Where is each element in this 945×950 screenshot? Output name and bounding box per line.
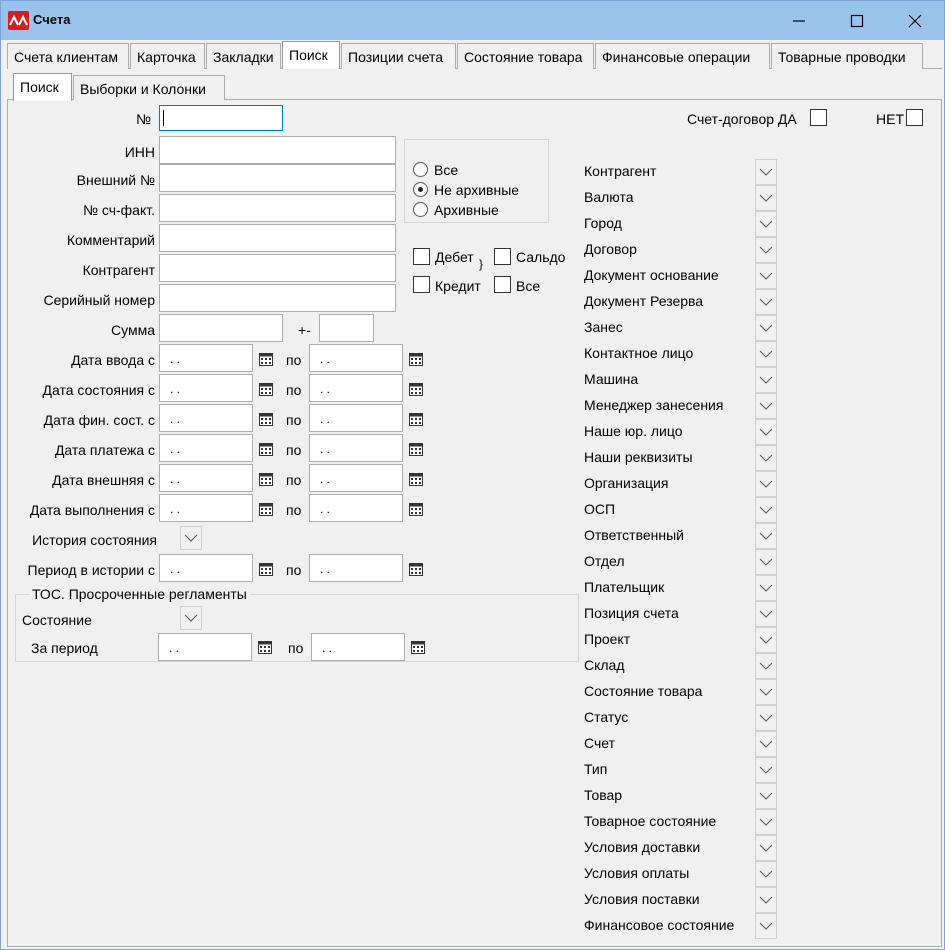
chevron-down-icon bbox=[759, 272, 773, 280]
filter-row bbox=[579, 835, 779, 861]
chevron-down-icon bbox=[759, 714, 773, 722]
credit-checkbox[interactable] bbox=[413, 276, 430, 293]
date-to-input[interactable]: . . bbox=[309, 404, 403, 432]
filter-dropdown[interactable] bbox=[755, 705, 777, 731]
tab-search[interactable]: Поиск bbox=[282, 41, 340, 69]
chevron-down-icon bbox=[759, 636, 773, 644]
filter-dropdown[interactable] bbox=[755, 393, 777, 419]
tab-financial-operations[interactable]: Финансовые операции bbox=[595, 43, 770, 69]
filter-row bbox=[579, 185, 779, 211]
date-to-input[interactable]: . . bbox=[309, 434, 403, 462]
filter-label: Город bbox=[584, 215, 622, 231]
filter-dropdown[interactable] bbox=[755, 549, 777, 575]
chevron-down-icon bbox=[759, 922, 773, 930]
app-logo-icon bbox=[8, 11, 29, 30]
radio-not-archived[interactable] bbox=[413, 182, 428, 197]
filter-dropdown[interactable] bbox=[755, 445, 777, 471]
filter-dropdown[interactable] bbox=[755, 263, 777, 289]
calendar-icon[interactable] bbox=[258, 351, 274, 367]
calendar-icon[interactable] bbox=[408, 471, 424, 487]
comment-input[interactable] bbox=[159, 224, 396, 252]
history-label: История состояния bbox=[32, 532, 157, 548]
filter-row bbox=[579, 601, 779, 627]
chevron-down-icon bbox=[184, 614, 198, 622]
debit-checkbox[interactable] bbox=[413, 248, 430, 265]
filter-row bbox=[579, 341, 779, 367]
date-row-label: Дата состояния с bbox=[42, 382, 155, 398]
number-label: № bbox=[136, 111, 152, 127]
external-number-label: Внешний № bbox=[76, 172, 155, 188]
tos-period-label: За период bbox=[31, 640, 98, 656]
tab-card[interactable]: Карточка bbox=[130, 43, 205, 69]
tos-to-label: по bbox=[288, 640, 304, 656]
filter-dropdown[interactable] bbox=[755, 289, 777, 315]
invoice-number-label: № сч-факт. bbox=[82, 202, 155, 218]
filter-label: Машина bbox=[584, 371, 639, 387]
chevron-down-icon bbox=[759, 480, 773, 488]
chevron-down-icon bbox=[759, 688, 773, 696]
chevron-down-icon bbox=[759, 558, 773, 566]
date-row-label: Дата выполнения с bbox=[29, 502, 155, 518]
filter-list bbox=[579, 159, 779, 939]
calendar-icon[interactable] bbox=[258, 441, 274, 457]
radio-archived-label: Архивные bbox=[434, 202, 499, 218]
filter-dropdown[interactable] bbox=[755, 653, 777, 679]
history-to-label: по bbox=[286, 562, 302, 578]
filter-label: Проект bbox=[584, 631, 631, 647]
contract-yes-label: Счет-договор ДА bbox=[687, 111, 797, 127]
calendar-icon[interactable] bbox=[410, 639, 426, 655]
chevron-down-icon bbox=[759, 350, 773, 358]
chevron-down-icon bbox=[184, 534, 198, 542]
filter-dropdown[interactable] bbox=[755, 757, 777, 783]
maximize-icon bbox=[850, 14, 864, 28]
date-row-label: Дата ввода с bbox=[71, 352, 155, 368]
filter-label: Товарное состояние bbox=[584, 813, 717, 829]
filter-label: Контактное лицо bbox=[584, 345, 694, 361]
calendar-icon[interactable] bbox=[258, 411, 274, 427]
filter-row bbox=[579, 497, 779, 523]
counterparty-input[interactable] bbox=[159, 254, 396, 282]
history-dropdown[interactable] bbox=[180, 526, 202, 550]
chevron-down-icon bbox=[759, 818, 773, 826]
filter-row bbox=[579, 887, 779, 913]
filter-dropdown[interactable] bbox=[755, 315, 777, 341]
filter-label: Организация bbox=[584, 475, 669, 491]
balance-checkbox[interactable] bbox=[494, 248, 511, 265]
search-panel bbox=[7, 99, 942, 947]
title-bar[interactable] bbox=[1, 1, 944, 40]
history-period-label: Период в истории с bbox=[27, 562, 155, 578]
history-to-input[interactable]: . . bbox=[309, 554, 403, 582]
filter-dropdown[interactable] bbox=[755, 575, 777, 601]
chevron-down-icon bbox=[759, 844, 773, 852]
filter-dropdown[interactable] bbox=[755, 159, 777, 185]
radio-not-archived-label: Не архивные bbox=[434, 182, 520, 198]
brace-label: } bbox=[479, 257, 484, 271]
filter-dropdown[interactable] bbox=[755, 367, 777, 393]
serial-number-input[interactable] bbox=[159, 284, 396, 312]
radio-archived[interactable] bbox=[413, 202, 428, 217]
calendar-icon[interactable] bbox=[258, 501, 274, 517]
date-to-label: по bbox=[286, 472, 302, 488]
filter-label: Счет bbox=[584, 735, 615, 751]
sum-label: Сумма bbox=[111, 322, 155, 338]
contract-no-label: НЕТ bbox=[876, 111, 904, 127]
filter-dropdown[interactable] bbox=[755, 887, 777, 913]
calendar-icon[interactable] bbox=[257, 639, 273, 655]
date-to-input[interactable]: . . bbox=[309, 494, 403, 522]
chevron-down-icon bbox=[759, 168, 773, 176]
date-row-label: Дата внешняя с bbox=[52, 472, 155, 488]
radio-all-label: Все bbox=[434, 162, 459, 178]
date-from-input[interactable]: . . bbox=[159, 494, 253, 522]
filter-row bbox=[579, 627, 779, 653]
chevron-down-icon bbox=[759, 506, 773, 514]
tos-to-input[interactable]: . . bbox=[311, 633, 405, 661]
filter-row bbox=[579, 913, 779, 939]
calendar-icon[interactable] bbox=[258, 381, 274, 397]
chevron-down-icon bbox=[759, 870, 773, 878]
filter-row bbox=[579, 679, 779, 705]
chevron-down-icon bbox=[759, 740, 773, 748]
date-to-label: по bbox=[286, 382, 302, 398]
filter-row bbox=[579, 705, 779, 731]
filter-row bbox=[579, 263, 779, 289]
date-to-input[interactable]: . . bbox=[309, 464, 403, 492]
filter-row bbox=[579, 315, 779, 341]
inn-input[interactable] bbox=[159, 136, 396, 164]
window-title: Счета bbox=[33, 12, 71, 27]
chevron-down-icon bbox=[759, 376, 773, 384]
sum-input[interactable] bbox=[159, 314, 283, 342]
chevron-down-icon bbox=[759, 324, 773, 332]
filter-label: Позиция счета bbox=[584, 605, 679, 621]
date-from-input[interactable]: . . bbox=[159, 404, 253, 432]
filter-dropdown[interactable] bbox=[755, 237, 777, 263]
tab-goods-postings[interactable]: Товарные проводки bbox=[771, 43, 923, 69]
calendar-icon[interactable] bbox=[258, 561, 274, 577]
filter-dropdown[interactable] bbox=[755, 783, 777, 809]
date-from-input[interactable]: . . bbox=[159, 434, 253, 462]
debit-label: Дебет bbox=[435, 249, 474, 265]
filter-row bbox=[579, 731, 779, 757]
chevron-down-icon bbox=[759, 454, 773, 462]
filter-dropdown[interactable] bbox=[755, 679, 777, 705]
calendar-icon[interactable] bbox=[258, 471, 274, 487]
tos-state-dropdown[interactable] bbox=[180, 606, 202, 630]
tab-goods-state[interactable]: Состояние товара bbox=[457, 43, 594, 69]
filter-dropdown[interactable] bbox=[755, 835, 777, 861]
chevron-down-icon bbox=[759, 584, 773, 592]
calendar-icon[interactable] bbox=[408, 381, 424, 397]
plus-minus-label: +- bbox=[298, 322, 311, 338]
filter-label: Документ Резерва bbox=[584, 293, 704, 309]
date-to-label: по bbox=[286, 442, 302, 458]
chevron-down-icon bbox=[759, 610, 773, 618]
filter-dropdown[interactable] bbox=[755, 471, 777, 497]
calendar-icon[interactable] bbox=[408, 501, 424, 517]
date-to-label: по bbox=[286, 412, 302, 428]
filter-dropdown[interactable] bbox=[755, 185, 777, 211]
chevron-down-icon bbox=[759, 896, 773, 904]
tos-state-label: Состояние bbox=[22, 612, 92, 628]
calendar-icon[interactable] bbox=[408, 441, 424, 457]
filter-label: Менеджер занесения bbox=[584, 397, 724, 413]
minimize-button[interactable] bbox=[770, 1, 828, 40]
filter-row bbox=[579, 575, 779, 601]
tos-title: ТОС. Просроченные регламенты bbox=[29, 586, 250, 602]
date-from-input[interactable]: . . bbox=[159, 374, 253, 402]
chevron-down-icon bbox=[759, 766, 773, 774]
all-checkbox[interactable] bbox=[494, 276, 511, 293]
filter-dropdown[interactable] bbox=[755, 419, 777, 445]
filter-label: Валюта bbox=[584, 189, 634, 205]
filter-row bbox=[579, 783, 779, 809]
date-row-label: Дата платежа с bbox=[54, 442, 155, 458]
date-to-label: по bbox=[286, 352, 302, 368]
filter-row bbox=[579, 419, 779, 445]
calendar-icon[interactable] bbox=[408, 411, 424, 427]
inn-label: ИНН bbox=[124, 144, 155, 160]
calendar-icon[interactable] bbox=[408, 561, 424, 577]
external-number-input[interactable] bbox=[159, 164, 396, 192]
date-to-input[interactable]: . . bbox=[309, 374, 403, 402]
filter-dropdown[interactable] bbox=[755, 627, 777, 653]
filter-dropdown[interactable] bbox=[755, 809, 777, 835]
balance-label: Сальдо bbox=[516, 249, 566, 265]
chevron-down-icon bbox=[759, 194, 773, 202]
counterparty-label: Контрагент bbox=[82, 262, 155, 278]
filter-label: Занес bbox=[584, 319, 623, 335]
filter-row bbox=[579, 757, 779, 783]
comment-label: Комментарий bbox=[66, 232, 155, 248]
history-from-input[interactable]: . . bbox=[159, 554, 253, 582]
chevron-down-icon bbox=[759, 662, 773, 670]
filter-label: Наше юр. лицо bbox=[584, 423, 683, 439]
filter-row bbox=[579, 471, 779, 497]
filter-dropdown[interactable] bbox=[755, 731, 777, 757]
filter-dropdown[interactable] bbox=[755, 523, 777, 549]
chevron-down-icon bbox=[759, 792, 773, 800]
tab-bookmarks[interactable]: Закладки bbox=[206, 43, 281, 69]
filter-row bbox=[579, 367, 779, 393]
filter-label: ОСП bbox=[584, 501, 616, 517]
maximize-button[interactable] bbox=[828, 1, 886, 40]
chevron-down-icon bbox=[759, 532, 773, 540]
invoice-number-input[interactable] bbox=[159, 194, 396, 222]
filter-dropdown[interactable] bbox=[755, 211, 777, 237]
filter-label: Отдел bbox=[584, 553, 625, 569]
date-to-input[interactable]: . . bbox=[309, 344, 403, 372]
filter-row bbox=[579, 159, 779, 185]
filter-label: Договор bbox=[584, 241, 637, 257]
filter-label: Склад bbox=[584, 657, 625, 673]
filter-row bbox=[579, 523, 779, 549]
filter-row bbox=[579, 445, 779, 471]
tolerance-input[interactable] bbox=[319, 314, 374, 342]
tos-from-input[interactable]: . . bbox=[158, 633, 252, 661]
radio-all[interactable] bbox=[413, 162, 428, 177]
contract-yes-checkbox[interactable] bbox=[810, 109, 827, 126]
calendar-icon[interactable] bbox=[408, 351, 424, 367]
filter-label: Статус bbox=[584, 709, 629, 725]
chevron-down-icon bbox=[759, 246, 773, 254]
filter-label: Контрагент bbox=[584, 163, 657, 179]
filter-label: Условия оплаты bbox=[584, 865, 690, 881]
filter-label: Наши реквизиты bbox=[584, 449, 693, 465]
filter-label: Ответственный bbox=[584, 527, 684, 543]
filter-dropdown[interactable] bbox=[755, 913, 777, 939]
serial-number-label: Серийный номер bbox=[43, 292, 155, 308]
tab-account-positions[interactable]: Позиции счета bbox=[341, 43, 456, 69]
credit-label: Кредит bbox=[435, 278, 481, 294]
filter-dropdown[interactable] bbox=[755, 861, 777, 887]
filter-row bbox=[579, 549, 779, 575]
filter-dropdown[interactable] bbox=[755, 497, 777, 523]
subtab-selections-columns[interactable]: Выборки и Колонки bbox=[73, 75, 225, 100]
filter-label: Документ основание bbox=[584, 267, 719, 283]
filter-label: Плательщик bbox=[584, 579, 665, 595]
date-from-input[interactable]: . . bbox=[159, 344, 253, 372]
text-cursor bbox=[163, 110, 164, 126]
filter-row bbox=[579, 237, 779, 263]
filter-label: Финансовое состояние bbox=[584, 917, 735, 933]
filter-row bbox=[579, 393, 779, 419]
filter-label: Тип bbox=[584, 761, 608, 777]
filter-dropdown[interactable] bbox=[755, 601, 777, 627]
filter-row bbox=[579, 861, 779, 887]
chevron-down-icon bbox=[759, 220, 773, 228]
date-from-input[interactable]: . . bbox=[159, 464, 253, 492]
filter-label: Состояние товара bbox=[584, 683, 703, 699]
contract-no-checkbox[interactable] bbox=[906, 109, 923, 126]
minimize-icon bbox=[792, 14, 806, 28]
filter-row bbox=[579, 809, 779, 835]
chevron-down-icon bbox=[759, 298, 773, 306]
date-row-label: Дата фин. сост. с bbox=[43, 412, 155, 428]
all-checkbox-label: Все bbox=[516, 278, 541, 294]
close-icon bbox=[908, 14, 922, 28]
filter-label: Условия доставки bbox=[584, 839, 701, 855]
number-input[interactable] bbox=[159, 105, 283, 131]
subtab-search[interactable]: Поиск bbox=[13, 73, 72, 101]
date-to-label: по bbox=[286, 502, 302, 518]
filter-label: Товар bbox=[584, 787, 623, 803]
filter-label: Условия поставки bbox=[584, 891, 700, 907]
tab-accounts-clients[interactable]: Счета клиентам bbox=[7, 43, 129, 69]
filter-row bbox=[579, 211, 779, 237]
chevron-down-icon bbox=[759, 428, 773, 436]
filter-row bbox=[579, 289, 779, 315]
filter-row bbox=[579, 653, 779, 679]
chevron-down-icon bbox=[759, 402, 773, 410]
close-button[interactable] bbox=[886, 1, 944, 40]
filter-dropdown[interactable] bbox=[755, 341, 777, 367]
